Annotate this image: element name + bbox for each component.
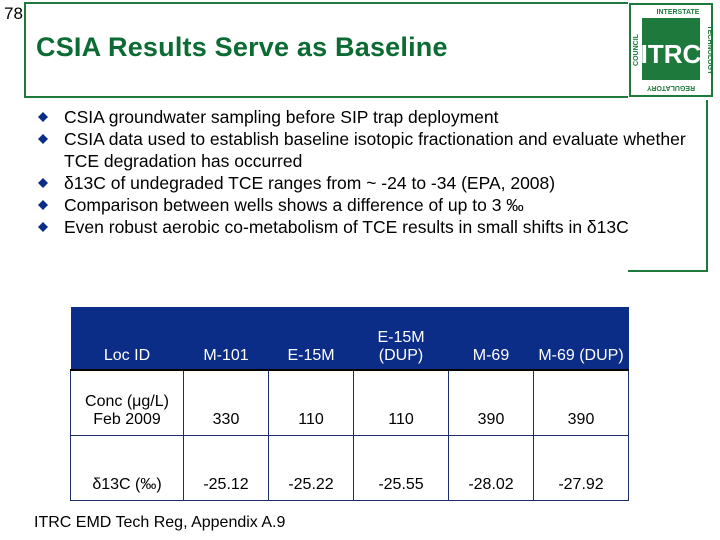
row-label-cell: δ13C (‰)	[71, 436, 184, 501]
table-header-cell: M-69	[449, 307, 534, 371]
bullet-text: δ13C of undegraded TCE ranges from ~ -24 to -34 (EPA, 2008)	[64, 173, 556, 193]
table-row	[71, 436, 629, 501]
diamond-bullet-icon	[38, 112, 48, 122]
table-header-cell: E-15M (DUP)	[354, 307, 449, 371]
table-cell: -25.12	[184, 436, 269, 501]
bullet-text: CSIA groundwater sampling before SIP trap deployment	[64, 107, 499, 127]
bullet-text: Even robust aerobic co-metabolism of TCE results in small shifts in δ13C	[64, 217, 629, 237]
diamond-bullet-icon	[38, 222, 48, 232]
table-header-cell: M-101	[184, 307, 269, 371]
logo-left-text: COUNCIL	[633, 34, 640, 66]
table-cell: 110	[354, 370, 449, 436]
diamond-bullet-icon	[38, 178, 48, 188]
row-label-cell: Conc (μg/L) Feb 2009	[71, 370, 184, 436]
csia-results-table	[70, 306, 629, 501]
source-citation: ITRC EMD Tech Reg, Appendix A.9	[34, 514, 286, 531]
frame-right-rule-foot	[628, 270, 708, 272]
bullet-item	[36, 194, 706, 216]
bullet-item	[36, 216, 706, 238]
table-header-cell: E-15M	[269, 307, 354, 371]
bullet-item	[36, 172, 706, 194]
table-cell: -25.22	[269, 436, 354, 501]
bullet-text: CSIA data used to establish baseline isotopic fractionation and evaluate whether TCE degradation has occurred	[64, 129, 686, 171]
frame-left-rule	[24, 2, 26, 98]
table-header-row	[71, 307, 629, 371]
logo-top-text: INTERSTATE	[656, 9, 700, 16]
diamond-bullet-icon	[38, 200, 48, 210]
logo-main-text: ITRC	[640, 39, 702, 69]
slide-number: 78	[4, 4, 23, 23]
bullet-text: Comparison between wells shows a difference of up to 3 ‰	[64, 195, 524, 215]
logo-right-text: TECHNOLOGY	[706, 25, 713, 75]
table-cell: 110	[269, 370, 354, 436]
slide-title: CSIA Results Serve as Baseline	[36, 32, 448, 62]
bullet-item	[36, 128, 706, 172]
diamond-bullet-icon	[38, 134, 48, 144]
table-row	[71, 370, 629, 436]
table-header-cell: Loc ID	[71, 307, 184, 371]
frame-right-rule	[706, 100, 708, 272]
bullet-list	[36, 106, 706, 238]
table-cell: -28.02	[449, 436, 534, 501]
table-cell: -27.92	[534, 436, 629, 501]
frame-bottom-rule	[24, 96, 628, 98]
logo-bottom-text: REGULATORY	[646, 84, 696, 91]
bullet-item	[36, 106, 706, 128]
table-cell: 330	[184, 370, 269, 436]
table-cell: 390	[449, 370, 534, 436]
itrc-logo	[628, 2, 714, 98]
frame-top-rule	[24, 2, 628, 4]
table-header-cell: M-69 (DUP)	[534, 307, 629, 371]
table-cell: -25.55	[354, 436, 449, 501]
table-cell: 390	[534, 370, 629, 436]
